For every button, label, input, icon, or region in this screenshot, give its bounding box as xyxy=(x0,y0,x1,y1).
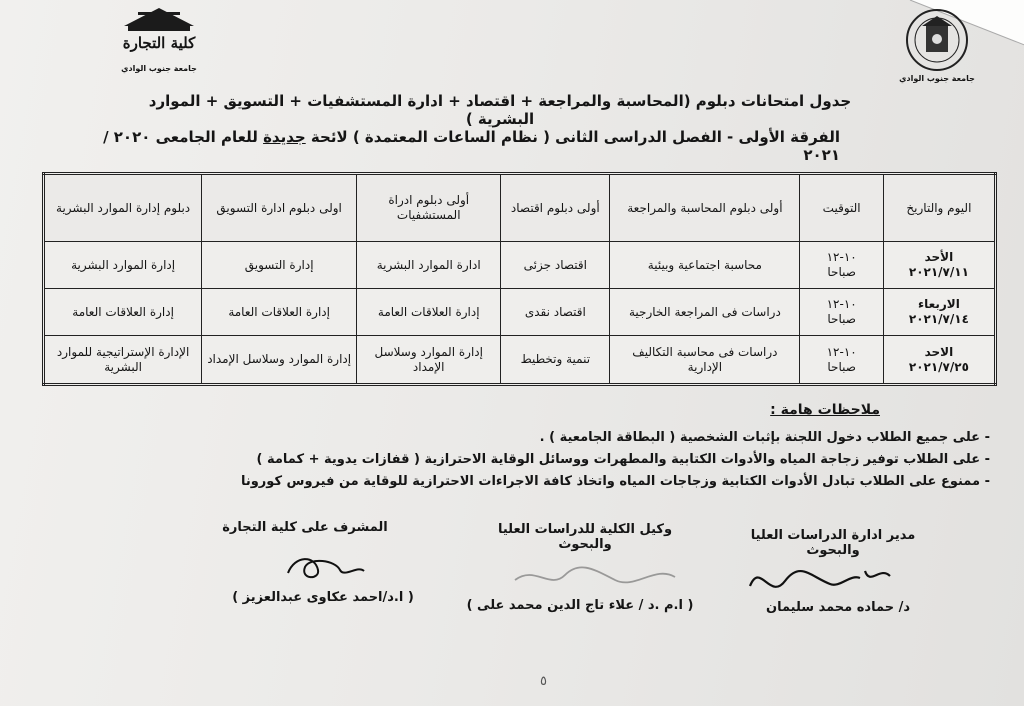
row-day-date xyxy=(883,336,995,385)
note-item: - على الطلاب توفير زجاجة المياه والأدوات الكتابية والمطهرات ووسائل الوقاية الاحترازية ( قفازات يدوية + كمامة ) xyxy=(256,452,990,467)
cell-accounting: دراسات فى المراجعة الخارجية xyxy=(610,289,800,336)
row-time xyxy=(800,289,883,336)
cell-marketing: إدارة الموارد وسلاسل الإمداد xyxy=(202,336,357,385)
subtitle-level-semester: الفرقة الأولى - الفصل الدراسى الثانى xyxy=(549,128,840,146)
cell-human-resources: إدارة الموارد البشرية xyxy=(44,242,202,289)
note-text: ممنوع على الطلاب تبادل الأدوات الكتابية وزجاجات المياه واتخاذ كافة الاجراءات الاحترازية للوقاية من فيروس كورونا xyxy=(240,474,981,489)
row-day-date xyxy=(883,289,995,336)
row-date: ٢٠٢١/٧/١٤ xyxy=(908,312,969,327)
right-logo-caption: جامعة جنوب الوادي xyxy=(899,74,975,83)
table-row xyxy=(44,336,996,385)
row-time xyxy=(800,242,883,289)
header-human-resources: دبلوم إدارة الموارد البشرية xyxy=(44,174,202,242)
page-number: ٥ xyxy=(540,674,547,689)
cell-marketing: إدارة التسويق xyxy=(202,242,357,289)
signature-title: المشرف على كلية التجارة xyxy=(222,520,388,535)
subtitle-new: جديدة xyxy=(263,128,306,146)
row-day: الاحد xyxy=(924,344,954,359)
header-time: التوقيت xyxy=(800,174,883,242)
university-seal-logo xyxy=(898,6,976,86)
subtitle-system: ( نظام الساعات المعتمدة ) xyxy=(352,128,550,146)
cell-human-resources: إدارة العلاقات العامة xyxy=(44,289,202,336)
note-item: - على جميع الطلاب دخول اللجنة بإثبات الشخصية ( البطاقة الجامعية ) . xyxy=(539,430,990,445)
cell-hospital-management: إدارة الموارد وسلاسل الإمداد xyxy=(357,336,501,385)
row-time-range: ١٠-١٢ xyxy=(826,344,857,359)
note-text: على الطلاب توفير زجاجة المياه والأدوات الكتابية والمطهرات ووسائل الوقاية الاحترازية ( قفازات يدوية + كمامة ) xyxy=(256,452,981,467)
cell-accounting: محاسبة اجتماعية وبيئية xyxy=(610,242,800,289)
row-time-range: ١٠-١٢ xyxy=(826,250,857,265)
signature-title: مدير ادارة الدراسات العليا والبحوث xyxy=(750,528,916,558)
row-date: ٢٠٢١/٧/١١ xyxy=(908,265,969,280)
row-day: الاربعاء xyxy=(917,297,960,312)
signature-name-supervisor: ( ا.د/احمد عكاوى عبدالعزيز ) xyxy=(232,590,414,605)
signature-name-director: د/ حماده محمد سليمان xyxy=(765,600,911,615)
notes-heading: ملاحظات هامة : xyxy=(770,402,880,418)
signature-block-director xyxy=(728,528,938,558)
cell-economics: اقتصاد نقدى xyxy=(501,289,610,336)
table-row xyxy=(44,242,996,289)
handwritten-signature-vice-dean xyxy=(505,555,685,595)
cell-human-resources: الإدارة الإستراتيجية للموارد البشرية xyxy=(44,336,202,385)
row-time xyxy=(800,336,883,385)
header-hospital-management: أولى دبلوم ادراة المستشفيات xyxy=(357,174,501,242)
left-logo-text: كلية التجارة xyxy=(122,34,196,52)
signature-block-supervisor xyxy=(180,520,430,535)
row-time-period: صباحا xyxy=(827,359,856,374)
header-day-date: اليوم والتاريخ xyxy=(883,174,995,242)
signature-name-vice-dean: ( ا.م .د / علاء تاج الدين محمد على ) xyxy=(466,598,694,613)
cell-marketing: إدارة العلاقات العامة xyxy=(202,289,357,336)
subtitle-year: للعام الجامعى ٢٠٢٠ / ٢٠٢١ xyxy=(103,128,840,164)
cell-hospital-management: ادارة الموارد البشرية xyxy=(357,242,501,289)
signature-title: وكيل الكلية للدراسات العليا والبحوث xyxy=(497,522,673,552)
row-time-range: ١٠-١٢ xyxy=(826,297,857,312)
handwritten-signature-supervisor xyxy=(280,545,370,585)
note-text: على جميع الطلاب دخول اللجنة بإثبات الشخصية ( البطاقة الجامعية ) . xyxy=(539,430,981,445)
row-time-period: صباحا xyxy=(827,265,856,280)
table-header-row xyxy=(44,174,996,242)
document-subtitle xyxy=(85,128,840,164)
handwritten-signature-director xyxy=(740,556,900,606)
row-day-date xyxy=(883,242,995,289)
cell-hospital-management: إدارة العلاقات العامة xyxy=(357,289,501,336)
left-logo-caption: جامعة جنوب الوادي xyxy=(121,64,197,73)
document-title: جدول امتحانات دبلوم (المحاسبة والمراجعة + اقتصاد + ادارة المستشفيات + التسويق + الموارد البشرية ) xyxy=(148,92,852,128)
signature-block-vice-dean xyxy=(470,522,700,552)
table-row xyxy=(44,289,996,336)
subtitle-bylaw: لائحة xyxy=(305,128,353,146)
note-item: - ممنوع على الطلاب تبادل الأدوات الكتابية وزجاجات المياه واتخاذ كافة الاجراءات الاحترازية للوقاية من فيروس كورونا xyxy=(240,474,990,489)
header-marketing: اولى دبلوم ادارة التسويق xyxy=(202,174,357,242)
row-date: ٢٠٢١/٧/٢٥ xyxy=(908,359,969,374)
exam-schedule-table xyxy=(42,172,997,386)
cell-economics: تنمية وتخطيط xyxy=(501,336,610,385)
header-accounting: أولى دبلوم المحاسبة والمراجعة xyxy=(610,174,800,242)
cell-accounting: دراسات فى محاسبة التكاليف الإدارية xyxy=(610,336,800,385)
row-day: الأحد xyxy=(924,250,954,265)
cell-economics: اقتصاد جزئى xyxy=(501,242,610,289)
header-economics: أولى دبلوم اقتصاد xyxy=(501,174,610,242)
row-time-period: صباحا xyxy=(827,312,856,327)
faculty-logo xyxy=(118,4,200,84)
